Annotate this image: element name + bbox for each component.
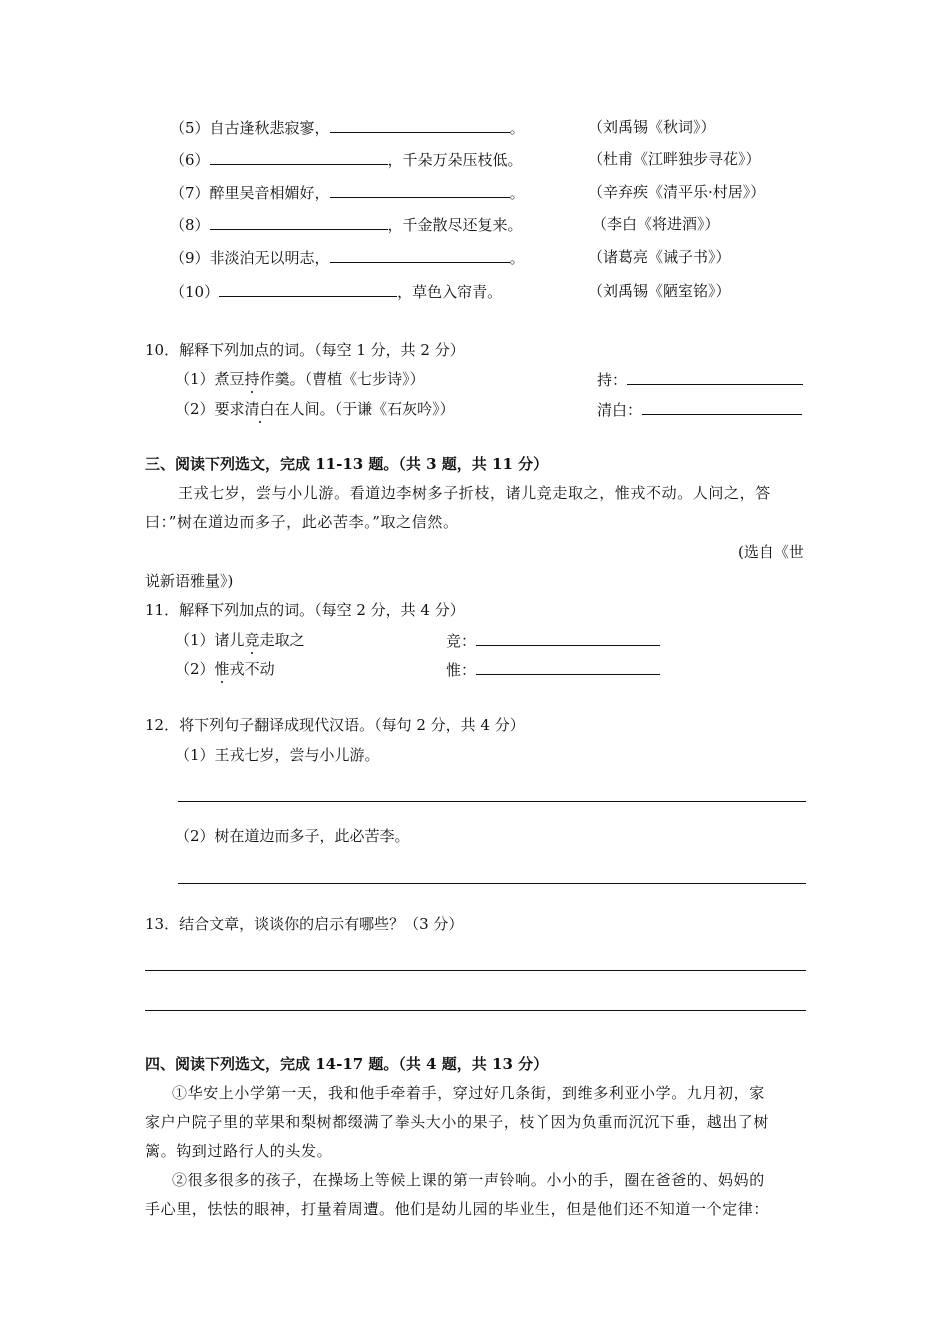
- item-text: 戎不动: [229, 660, 275, 678]
- item-text: （1）煮豆: [175, 370, 245, 388]
- item-number: （7）: [170, 184, 210, 202]
- item-text: （1）诸儿: [175, 631, 245, 649]
- q12-title: 12．将下列句子翻译成现代汉语。（每句 2 分，共 4 分）: [145, 716, 525, 734]
- item-text: 作羹。（曹植《七步诗》）: [259, 370, 425, 388]
- item-number: （10）: [170, 283, 220, 301]
- answer-blank[interactable]: [219, 281, 397, 297]
- poem-text: 非淡泊无以明志，: [209, 249, 330, 267]
- answer-blank[interactable]: [627, 369, 803, 385]
- answer-blank[interactable]: [210, 214, 388, 230]
- item-text: （2）: [175, 660, 215, 678]
- poem-text: ，千金散尽还复来。: [387, 216, 523, 234]
- section-3-heading: 三、阅读下列选文，完成 11-13 题。（共 3 题，共 11 分）: [145, 455, 549, 473]
- item-number: （8）: [170, 216, 210, 234]
- poem-line-10: [170, 281, 502, 302]
- q13-title: 13．结合文章，谈谈你的启示有哪些？（3 分）: [145, 915, 464, 933]
- q11-item-2: [175, 659, 275, 679]
- item-number: （9）: [170, 249, 210, 267]
- answer-line[interactable]: [145, 970, 806, 971]
- passage-line: 手心里，怯怯的眼神，打量着周遭。他们是幼儿园的毕业生，但是他们还不知道一个定律：: [145, 1200, 770, 1218]
- passage-line: 家户户院子里的苹果和梨树都缀满了拳头大小的果子，枝丫因为负重而沉沉下垂，越出了树: [145, 1113, 770, 1131]
- poem-text: 醉里吴音相媚好，: [209, 184, 330, 202]
- poem-line-5: [170, 117, 525, 138]
- poem-text: 。: [509, 249, 525, 267]
- poem-line-6: [170, 149, 523, 170]
- answer-label: 惟：: [446, 661, 477, 679]
- item-text: 走取之: [259, 631, 305, 649]
- poem-source: （辛弃疾《清平乐·村居》）: [588, 183, 766, 201]
- poem-text: 自古逢秋悲寂寥，: [209, 119, 330, 137]
- q10-answer-2: [597, 399, 802, 420]
- q12-sentence-2: （2）树在道边而多子，此必苦李。: [175, 827, 410, 845]
- dotted-word: 惟: [214, 660, 230, 678]
- q11-answer-2: [446, 659, 660, 680]
- answer-blank[interactable]: [330, 182, 510, 198]
- answer-label: 清白：: [597, 401, 643, 419]
- poem-source: （杜甫《江畔独步寻花》）: [588, 150, 761, 168]
- answer-line[interactable]: [145, 1010, 806, 1011]
- section-4-heading: 四、阅读下列选文，完成 14-17 题。（共 4 题，共 13 分）: [145, 1055, 549, 1073]
- q10-item-1: [175, 369, 425, 389]
- item-number: （5）: [170, 119, 210, 137]
- poem-text: 。: [509, 119, 525, 137]
- poem-source: （刘禹锡《秋词》）: [588, 118, 716, 136]
- answer-label: 持：: [597, 371, 628, 389]
- answer-blank[interactable]: [210, 149, 388, 165]
- answer-blank[interactable]: [476, 630, 660, 646]
- q10-answer-1: [597, 369, 803, 390]
- q12-sentence-1: （1）王戎七岁，尝与小儿游。: [175, 746, 380, 764]
- passage-source-cont: 说新语雅量》): [145, 572, 234, 590]
- answer-line[interactable]: [178, 883, 806, 884]
- answer-line[interactable]: [178, 801, 806, 802]
- answer-blank[interactable]: [476, 659, 660, 675]
- passage-line: 王戎七岁，尝与小儿游。看道边李树多子折枝，诸儿竞走取之，惟戎不动。人问之，答: [178, 484, 771, 502]
- item-number: （6）: [170, 151, 210, 169]
- poem-text: 。: [509, 184, 525, 202]
- poem-source: （李白《将进酒》）: [592, 215, 720, 233]
- dotted-word: 清白: [244, 400, 275, 418]
- answer-blank[interactable]: [642, 399, 802, 415]
- passage-line: ①华安上小学第一天，我和他手牵着手，穿过好几条街，到维多利亚小学。九月初，家: [172, 1084, 765, 1102]
- passage-line: 曰：”树在道边而多子，此必苦李。”取之信然。: [145, 513, 459, 531]
- passage-line: 篱。钩到过路行人的头发。: [145, 1142, 333, 1160]
- q11-item-1: [175, 630, 305, 650]
- poem-source: （刘禹锡《陋室铭》）: [588, 282, 731, 300]
- poem-text: ，草色入帘青。: [397, 283, 503, 301]
- answer-blank[interactable]: [330, 117, 510, 133]
- poem-text: ，千朵万朵压枝低。: [387, 151, 523, 169]
- q11-title: 11．解释下列加点的词。（每空 2 分，共 4 分）: [145, 601, 465, 619]
- poem-line-9: [170, 247, 525, 268]
- item-text: （2）要求: [175, 400, 245, 418]
- dotted-word: 持: [244, 370, 260, 388]
- passage-line: ②很多很多的孩子，在操场上等候上课的第一声铃响。小小的手，圈在爸爸的、妈妈的: [172, 1171, 765, 1189]
- passage-source: (选自《世: [738, 543, 804, 561]
- answer-blank[interactable]: [330, 247, 510, 263]
- dotted-word: 竞: [244, 631, 260, 649]
- poem-line-8: [170, 214, 523, 235]
- poem-source: （诸葛亮《诫子书》）: [588, 248, 731, 266]
- poem-line-7: [170, 182, 525, 203]
- q10-item-2: [175, 399, 455, 419]
- answer-label: 竞：: [446, 632, 477, 650]
- q11-answer-1: [446, 630, 660, 651]
- item-text: 在人间。（于谦《石灰吟》）: [274, 400, 455, 418]
- q10-title: 10．解释下列加点的词。（每空 1 分，共 2 分）: [145, 341, 465, 359]
